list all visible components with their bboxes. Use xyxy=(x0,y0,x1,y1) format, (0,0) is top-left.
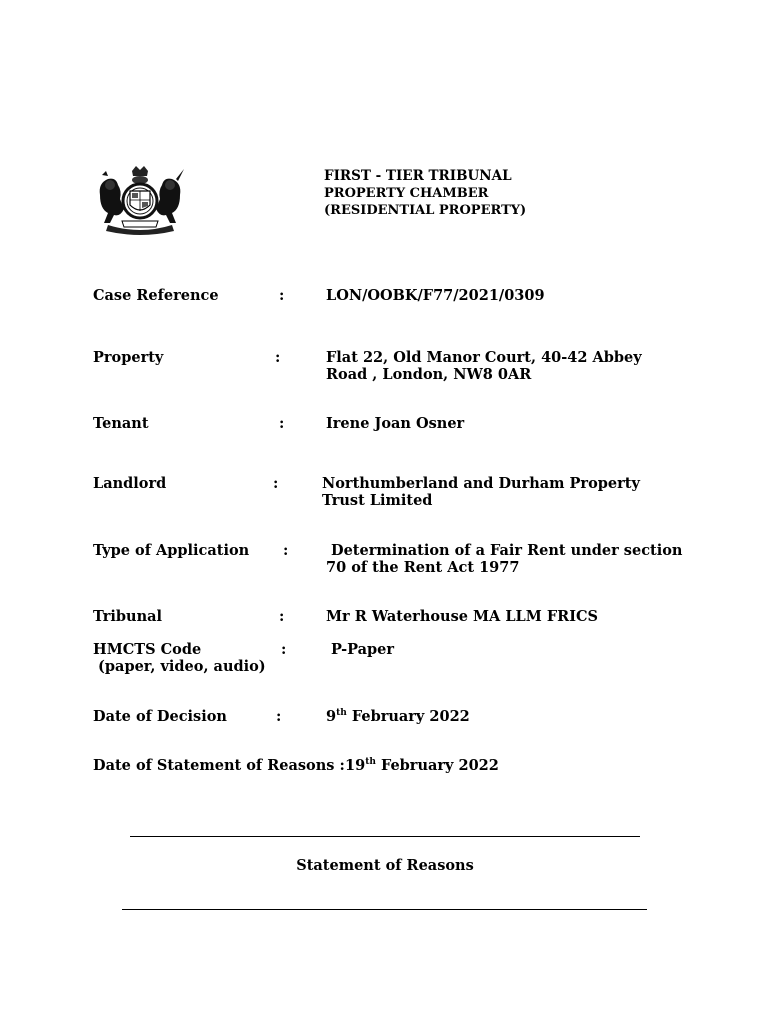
bottom-divider xyxy=(122,909,647,910)
property-colon: : xyxy=(275,349,281,366)
property-label: Property xyxy=(93,349,164,366)
tribunal-header xyxy=(324,168,526,219)
date-of-decision-day: 9 xyxy=(326,708,337,725)
date-of-statement-month-year: February 2022 xyxy=(375,757,499,774)
tenant-value: Irene Joan Osner xyxy=(326,415,465,432)
tribunal-label: Tribunal xyxy=(93,608,163,625)
date-of-statement-day: 19 xyxy=(345,757,366,774)
hmcts-code-label xyxy=(93,641,266,675)
header-line-tribunal: FIRST - TIER TRIBUNAL xyxy=(324,168,512,184)
case-reference-label: Case Reference xyxy=(93,287,219,304)
header-line-residential: (RESIDENTIAL PROPERTY) xyxy=(324,203,527,218)
date-of-decision-month-year: February 2022 xyxy=(346,708,470,725)
top-divider xyxy=(130,836,640,837)
case-reference-value: LON/OOBK/F77/2021/0309 xyxy=(326,287,545,304)
tribunal-value: Mr R Waterhouse MA LLM FRICS xyxy=(326,608,598,625)
landlord-colon: : xyxy=(273,475,279,492)
royal-coat-of-arms-icon xyxy=(94,165,186,237)
hmcts-code-colon: : xyxy=(281,641,287,658)
statement-of-reasons-title: Statement of Reasons xyxy=(296,857,474,874)
date-of-decision-label: Date of Decision xyxy=(93,708,227,725)
landlord-value-line2: Trust Limited xyxy=(322,492,433,509)
date-of-statement-value xyxy=(345,757,499,774)
tenant-label: Tenant xyxy=(93,415,149,432)
date-of-statement-suffix: th xyxy=(365,757,376,768)
type-of-application-value-line2: 70 of the Rent Act 1977 xyxy=(326,559,520,576)
hmcts-code-label-line1: HMCTS Code xyxy=(93,641,202,658)
type-of-application-colon: : xyxy=(283,542,289,559)
type-of-application-value-line1: Determination of a Fair Rent under section xyxy=(331,542,683,559)
date-of-decision-suffix: th xyxy=(336,708,347,719)
type-of-application-value xyxy=(326,542,682,576)
date-of-decision-colon: : xyxy=(276,708,282,725)
date-of-statement-label: Date of Statement of Reasons : xyxy=(93,757,345,774)
type-of-application-label: Type of Application xyxy=(93,542,250,559)
landlord-label: Landlord xyxy=(93,475,167,492)
tribunal-colon: : xyxy=(279,608,285,625)
landlord-value-line1: Northumberland and Durham Property xyxy=(322,475,640,492)
property-value xyxy=(326,349,642,383)
hmcts-code-value: P-Paper xyxy=(331,641,395,658)
hmcts-code-label-line2: (paper, video, audio) xyxy=(93,658,266,675)
tenant-colon: : xyxy=(279,415,285,432)
date-of-decision-value xyxy=(326,708,470,725)
property-value-line2: Road , London, NW8 0AR xyxy=(326,366,532,383)
landlord-value xyxy=(322,475,640,509)
case-reference-colon: : xyxy=(279,287,285,304)
property-value-line1: Flat 22, Old Manor Court, 40-42 Abbey xyxy=(326,349,642,366)
header-line-chamber: PROPERTY CHAMBER xyxy=(324,186,489,201)
